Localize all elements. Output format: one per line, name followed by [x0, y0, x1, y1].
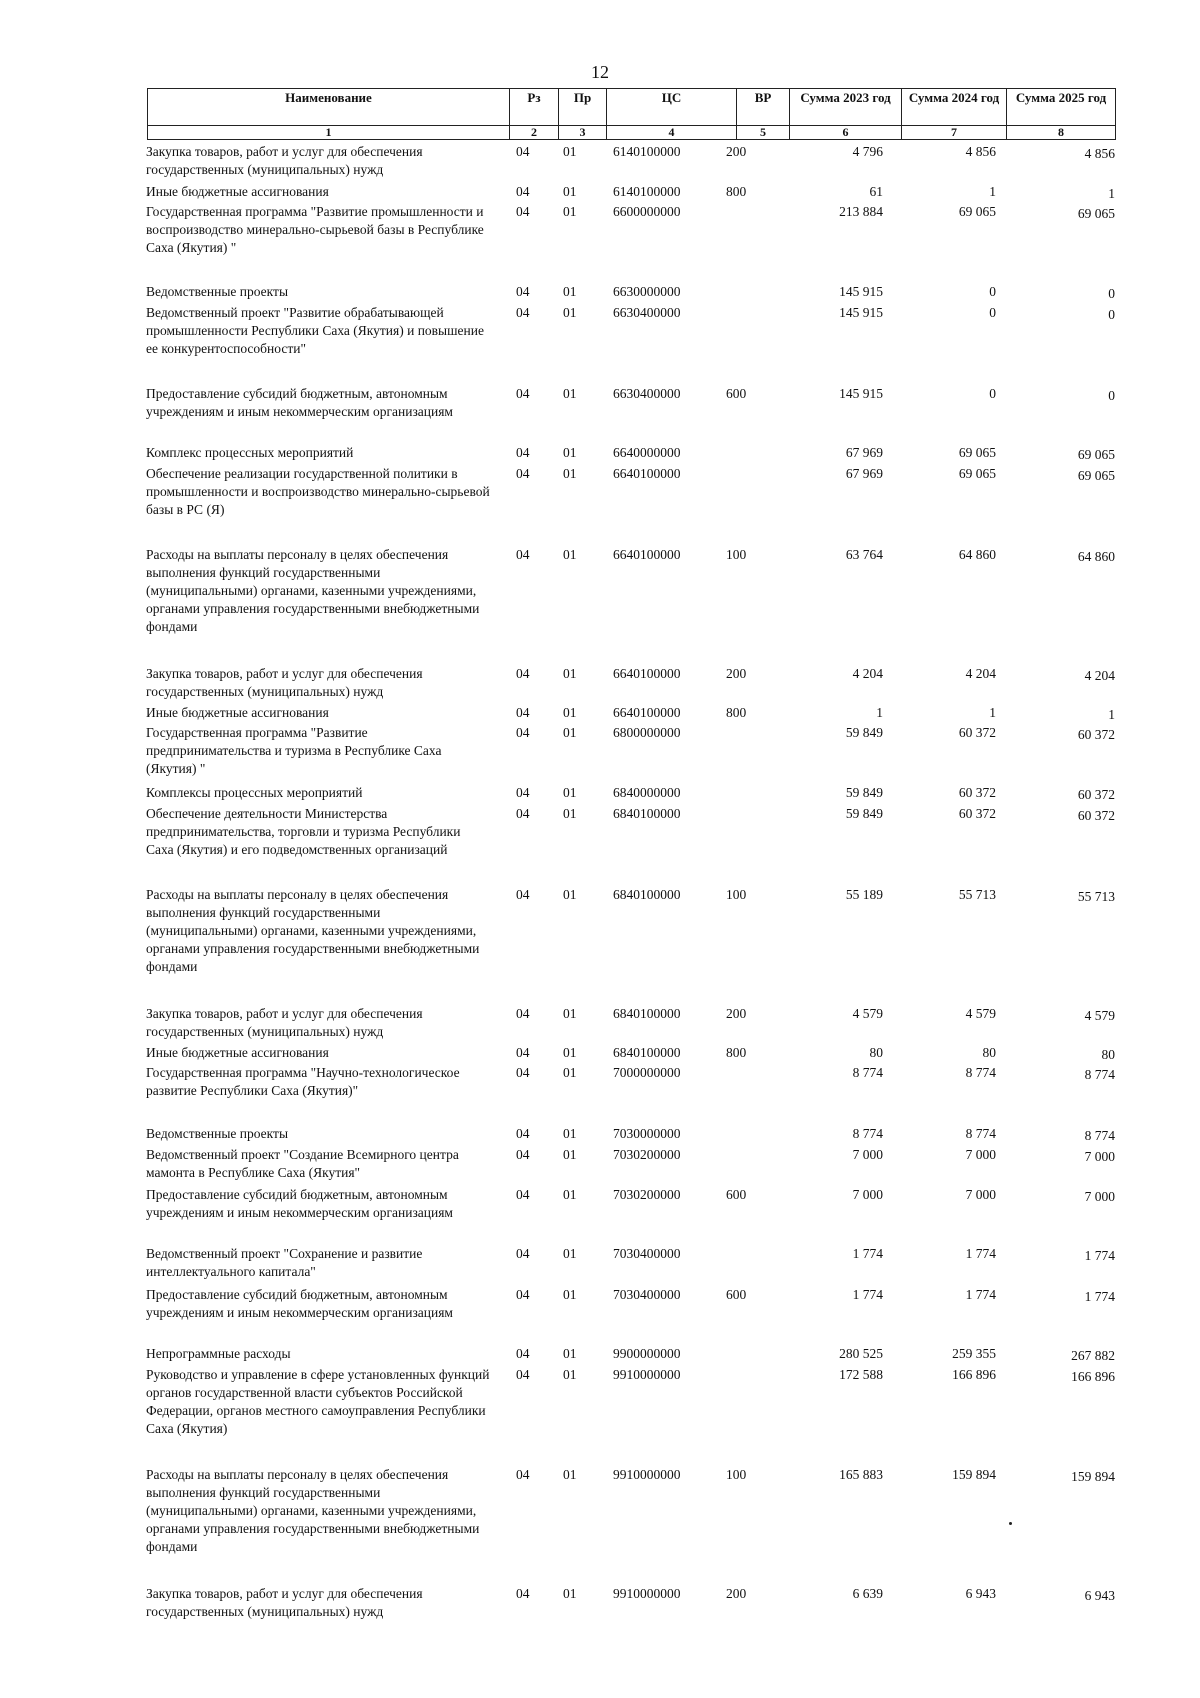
- row-cs: 7030400000: [613, 1246, 681, 1261]
- row-rz: 04: [516, 1287, 530, 1302]
- row-pr: 01: [563, 705, 577, 720]
- row-sum-2024: 60 372: [958, 785, 996, 800]
- row-sum-2025: 4 579: [1084, 1008, 1115, 1023]
- row-sum-2025: 8 774: [1084, 1067, 1115, 1082]
- header-pr: Пр: [559, 89, 607, 126]
- row-rz: 04: [516, 547, 530, 562]
- row-sum-2024: 0: [989, 284, 996, 299]
- row-cs: 6840000000: [613, 785, 681, 800]
- row-rz: 04: [516, 1065, 530, 1080]
- row-rz: 04: [516, 305, 530, 320]
- row-name: Ведомственный проект "Сохранение и развитие интеллектуального капитала": [146, 1246, 423, 1279]
- row-sum-2024: 80: [982, 1045, 996, 1060]
- row-pr: 01: [563, 466, 577, 481]
- row-name: Предоставление субсидий бюджетным, автономным учреждениям и иным некоммерческим организациям: [146, 386, 453, 419]
- row-sum-2024: 6 943: [965, 1586, 996, 1601]
- row-cs: 6840100000: [613, 806, 681, 821]
- row-sum-2024: 259 355: [952, 1346, 996, 1361]
- row-sum-2024: 166 896: [952, 1367, 996, 1382]
- row-cs: 7030400000: [613, 1287, 681, 1302]
- row-name: Обеспечение реализации государственной политики в промышленности и воспроизводство минерально-сырьевой базы в РС (Я): [146, 466, 490, 517]
- row-pr: 01: [563, 887, 577, 902]
- row-sum-2025: 4 204: [1084, 668, 1115, 683]
- row-name: Непрограммные расходы: [146, 1346, 291, 1361]
- row-vr: 800: [726, 184, 747, 199]
- row-sum-2025: 69 065: [1077, 206, 1115, 221]
- row-cs: 6140100000: [613, 144, 681, 159]
- row-rz: 04: [516, 204, 530, 219]
- row-name: Предоставление субсидий бюджетным, автономным учреждениям и иным некоммерческим организациям: [146, 1187, 453, 1220]
- row-name: Ведомственные проекты: [146, 284, 289, 299]
- row-pr: 01: [563, 184, 577, 199]
- row-sum-2025: 7 000: [1084, 1149, 1115, 1164]
- row-sum-2023: 213 884: [839, 204, 883, 219]
- row-vr: 200: [726, 1586, 747, 1601]
- row-rz: 04: [516, 1006, 530, 1021]
- row-sum-2024: 55 713: [958, 887, 996, 902]
- row-sum-2025: 80: [1101, 1047, 1115, 1062]
- row-name: Комплекс процессных мероприятий: [146, 445, 354, 460]
- column-number: 8: [1007, 126, 1116, 140]
- row-sum-2023: 145 915: [839, 305, 883, 320]
- column-number: 5: [737, 126, 790, 140]
- row-rz: 04: [516, 445, 530, 460]
- row-cs: 9910000000: [613, 1467, 681, 1482]
- row-name: Ведомственный проект "Создание Всемирного центра мамонта в Республике Саха (Якутия": [146, 1147, 459, 1180]
- row-name: Руководство и управление в сфере установленных функций органов государственной власти субъектов Российской Федерации, органов местного самоуправления Республики Саха (Якутия): [146, 1367, 490, 1436]
- row-rz: 04: [516, 1467, 530, 1482]
- row-sum-2025: 60 372: [1077, 787, 1115, 802]
- row-sum-2023: 67 969: [845, 466, 883, 481]
- row-name: Предоставление субсидий бюджетным, автономным учреждениям и иным некоммерческим организациям: [146, 1287, 453, 1320]
- row-pr: 01: [563, 1045, 577, 1060]
- row-pr: 01: [563, 1287, 577, 1302]
- row-sum-2023: 280 525: [839, 1346, 883, 1361]
- row-name: Обеспечение деятельности Министерства предпринимательства, торговли и туризма Республики Саха (Якутия) и его подведомственных организаций: [146, 806, 461, 857]
- row-sum-2023: 59 849: [845, 806, 883, 821]
- row-rz: 04: [516, 144, 530, 159]
- row-pr: 01: [563, 1006, 577, 1021]
- row-sum-2024: 4 856: [965, 144, 996, 159]
- row-rz: 04: [516, 705, 530, 720]
- row-name: Расходы на выплаты персоналу в целях обеспечения выполнения функций государственными (муниципальными) органами, казенными учреждениями, органами управления государственными внебюджетными фондами: [146, 547, 480, 634]
- row-sum-2023: 145 915: [839, 284, 883, 299]
- row-sum-2024: 7 000: [965, 1187, 996, 1202]
- row-sum-2024: 1: [989, 184, 996, 199]
- row-cs: 6640000000: [613, 445, 681, 460]
- row-pr: 01: [563, 806, 577, 821]
- row-sum-2024: 1 774: [965, 1287, 996, 1302]
- row-name: Ведомственный проект "Развитие обрабатывающей промышленности Республики Саха (Якутия) и повышение ее конкурентоспособности": [146, 305, 484, 356]
- row-sum-2025: 166 896: [1071, 1369, 1115, 1384]
- row-sum-2024: 60 372: [958, 725, 996, 740]
- row-sum-2023: 4 796: [852, 144, 883, 159]
- row-sum-2024: 1 774: [965, 1246, 996, 1261]
- row-vr: 800: [726, 1045, 747, 1060]
- row-vr: 200: [726, 1006, 747, 1021]
- row-rz: 04: [516, 725, 530, 740]
- row-cs: 6640100000: [613, 547, 681, 562]
- row-pr: 01: [563, 1187, 577, 1202]
- row-rz: 04: [516, 666, 530, 681]
- row-pr: 01: [563, 144, 577, 159]
- row-sum-2024: 159 894: [952, 1467, 996, 1482]
- row-cs: 7030200000: [613, 1147, 681, 1162]
- row-name: Государственная программа "Научно-технологическое развитие Республики Саха (Якутия)": [146, 1065, 460, 1098]
- row-sum-2023: 67 969: [845, 445, 883, 460]
- row-cs: 7030200000: [613, 1187, 681, 1202]
- row-cs: 6630000000: [613, 284, 681, 299]
- row-vr: 100: [726, 1467, 747, 1482]
- row-cs: 6140100000: [613, 184, 681, 199]
- row-sum-2025: 1: [1108, 707, 1115, 722]
- header-sum-2023: Сумма 2023 год: [790, 89, 902, 126]
- row-sum-2023: 1: [876, 705, 883, 720]
- row-sum-2024: 69 065: [958, 204, 996, 219]
- row-name: Закупка товаров, работ и услуг для обеспечения государственных (муниципальных) нужд: [146, 1006, 423, 1039]
- row-name: Иные бюджетные ассигнования: [146, 705, 329, 720]
- row-vr: 100: [726, 547, 747, 562]
- row-cs: 6630400000: [613, 386, 681, 401]
- row-sum-2024: 8 774: [965, 1126, 996, 1141]
- row-sum-2024: 60 372: [958, 806, 996, 821]
- row-sum-2025: 159 894: [1071, 1469, 1115, 1484]
- row-name: Иные бюджетные ассигнования: [146, 1045, 329, 1060]
- row-name: Расходы на выплаты персоналу в целях обеспечения выполнения функций государственными (муниципальными) органами, казенными учреждениями, органами управления государственными внебюджетными фондами: [146, 887, 480, 974]
- row-pr: 01: [563, 666, 577, 681]
- row-sum-2023: 7 000: [852, 1147, 883, 1162]
- row-sum-2023: 8 774: [852, 1126, 883, 1141]
- row-sum-2024: 0: [989, 305, 996, 320]
- row-sum-2024: 7 000: [965, 1147, 996, 1162]
- row-rz: 04: [516, 1045, 530, 1060]
- row-pr: 01: [563, 1246, 577, 1261]
- row-rz: 04: [516, 785, 530, 800]
- row-sum-2025: 7 000: [1084, 1189, 1115, 1204]
- row-sum-2024: 0: [989, 386, 996, 401]
- row-sum-2025: 4 856: [1084, 146, 1115, 161]
- row-cs: 6640100000: [613, 466, 681, 481]
- row-vr: 600: [726, 1187, 747, 1202]
- header-rz: Рз: [510, 89, 559, 126]
- row-cs: 9900000000: [613, 1346, 681, 1361]
- row-sum-2024: 8 774: [965, 1065, 996, 1080]
- row-sum-2025: 64 860: [1077, 549, 1115, 564]
- row-rz: 04: [516, 466, 530, 481]
- row-sum-2023: 80: [869, 1045, 883, 1060]
- row-pr: 01: [563, 1126, 577, 1141]
- header-name: Наименование: [148, 89, 510, 126]
- row-sum-2025: 60 372: [1077, 727, 1115, 742]
- row-sum-2025: 1: [1108, 186, 1115, 201]
- row-name: Государственная программа "Развитие предпринимательства и туризма в Республике Саха (Якутия) ": [146, 725, 442, 776]
- column-number: 7: [902, 126, 1007, 140]
- row-pr: 01: [563, 1467, 577, 1482]
- row-pr: 01: [563, 725, 577, 740]
- row-vr: 200: [726, 666, 747, 681]
- row-sum-2023: 59 849: [845, 725, 883, 740]
- row-sum-2024: 4 204: [965, 666, 996, 681]
- row-cs: 6800000000: [613, 725, 681, 740]
- row-sum-2025: 0: [1108, 388, 1115, 403]
- row-sum-2025: 1 774: [1084, 1248, 1115, 1263]
- row-sum-2024: 69 065: [958, 445, 996, 460]
- column-number: 2: [510, 126, 559, 140]
- row-rz: 04: [516, 386, 530, 401]
- row-sum-2023: 172 588: [839, 1367, 883, 1382]
- row-sum-2023: 4 204: [852, 666, 883, 681]
- column-number: 1: [148, 126, 510, 140]
- page-number: 12: [591, 62, 609, 82]
- row-pr: 01: [563, 386, 577, 401]
- row-sum-2023: 1 774: [852, 1246, 883, 1261]
- column-number: 6: [790, 126, 902, 140]
- row-cs: 6640100000: [613, 666, 681, 681]
- row-cs: 7030000000: [613, 1126, 681, 1141]
- row-rz: 04: [516, 184, 530, 199]
- row-pr: 01: [563, 1147, 577, 1162]
- header-sum-2025: Сумма 2025 год: [1007, 89, 1116, 126]
- row-sum-2023: 7 000: [852, 1187, 883, 1202]
- row-rz: 04: [516, 284, 530, 299]
- row-vr: 200: [726, 144, 747, 159]
- row-vr: 600: [726, 1287, 747, 1302]
- row-sum-2025: 1 774: [1084, 1289, 1115, 1304]
- row-sum-2023: 63 764: [845, 547, 883, 562]
- row-cs: 6840100000: [613, 1045, 681, 1060]
- row-rz: 04: [516, 806, 530, 821]
- row-sum-2025: 0: [1108, 307, 1115, 322]
- row-sum-2023: 8 774: [852, 1065, 883, 1080]
- row-sum-2025: 267 882: [1071, 1348, 1115, 1363]
- row-pr: 01: [563, 445, 577, 460]
- row-sum-2023: 61: [869, 184, 883, 199]
- column-number: 4: [607, 126, 737, 140]
- row-vr: 800: [726, 705, 747, 720]
- row-pr: 01: [563, 305, 577, 320]
- row-name: Расходы на выплаты персоналу в целях обеспечения выполнения функций государственными (муниципальными) органами, казенными учреждениями, органами управления государственными внебюджетными фондами: [146, 1467, 480, 1554]
- row-rz: 04: [516, 1246, 530, 1261]
- row-vr: 600: [726, 386, 747, 401]
- row-sum-2025: 69 065: [1077, 468, 1115, 483]
- row-sum-2024: 4 579: [965, 1006, 996, 1021]
- header-cs: ЦС: [607, 89, 737, 126]
- row-sum-2025: 69 065: [1077, 447, 1115, 462]
- row-cs: 7000000000: [613, 1065, 681, 1080]
- row-sum-2023: 165 883: [839, 1467, 883, 1482]
- row-sum-2025: 8 774: [1084, 1128, 1115, 1143]
- row-cs: 9910000000: [613, 1367, 681, 1382]
- row-cs: 6840100000: [613, 1006, 681, 1021]
- row-sum-2023: 6 639: [852, 1586, 883, 1601]
- scan-speck: [1009, 1522, 1012, 1525]
- row-rz: 04: [516, 887, 530, 902]
- row-name: Закупка товаров, работ и услуг для обеспечения государственных (муниципальных) нужд: [146, 666, 423, 699]
- row-sum-2025: 6 943: [1084, 1588, 1115, 1603]
- row-pr: 01: [563, 1586, 577, 1601]
- row-sum-2025: 55 713: [1077, 889, 1115, 904]
- header-vr: ВР: [737, 89, 790, 126]
- row-sum-2023: 55 189: [845, 887, 883, 902]
- row-name: Закупка товаров, работ и услуг для обеспечения государственных (муниципальных) нужд: [146, 144, 423, 177]
- row-cs: 6600000000: [613, 204, 681, 219]
- header-sum-2024: Сумма 2024 год: [902, 89, 1007, 126]
- row-sum-2024: 69 065: [958, 466, 996, 481]
- row-name: Иные бюджетные ассигнования: [146, 184, 329, 199]
- row-sum-2023: 4 579: [852, 1006, 883, 1021]
- row-rz: 04: [516, 1147, 530, 1162]
- row-cs: 6630400000: [613, 305, 681, 320]
- row-name: Ведомственные проекты: [146, 1126, 289, 1141]
- row-cs: 6840100000: [613, 887, 681, 902]
- row-rz: 04: [516, 1126, 530, 1141]
- row-vr: 100: [726, 887, 747, 902]
- row-pr: 01: [563, 204, 577, 219]
- row-cs: 6640100000: [613, 705, 681, 720]
- row-pr: 01: [563, 1367, 577, 1382]
- row-sum-2024: 64 860: [958, 547, 996, 562]
- row-rz: 04: [516, 1586, 530, 1601]
- row-pr: 01: [563, 785, 577, 800]
- row-rz: 04: [516, 1187, 530, 1202]
- row-pr: 01: [563, 547, 577, 562]
- row-sum-2024: 1: [989, 705, 996, 720]
- column-number: 3: [559, 126, 607, 140]
- row-sum-2025: 0: [1108, 286, 1115, 301]
- row-rz: 04: [516, 1346, 530, 1361]
- row-pr: 01: [563, 1065, 577, 1080]
- row-sum-2023: 59 849: [845, 785, 883, 800]
- row-name: Комплексы процессных мероприятий: [146, 785, 363, 800]
- row-cs: 9910000000: [613, 1586, 681, 1601]
- row-sum-2025: 60 372: [1077, 808, 1115, 823]
- row-sum-2023: 145 915: [839, 386, 883, 401]
- row-pr: 01: [563, 284, 577, 299]
- row-name: Закупка товаров, работ и услуг для обеспечения государственных (муниципальных) нужд: [146, 1586, 423, 1619]
- row-rz: 04: [516, 1367, 530, 1382]
- row-sum-2023: 1 774: [852, 1287, 883, 1302]
- row-pr: 01: [563, 1346, 577, 1361]
- row-name: Государственная программа "Развитие промышленности и воспроизводство минерально-сырьевой базы в Республике Саха (Якутия) ": [146, 204, 484, 255]
